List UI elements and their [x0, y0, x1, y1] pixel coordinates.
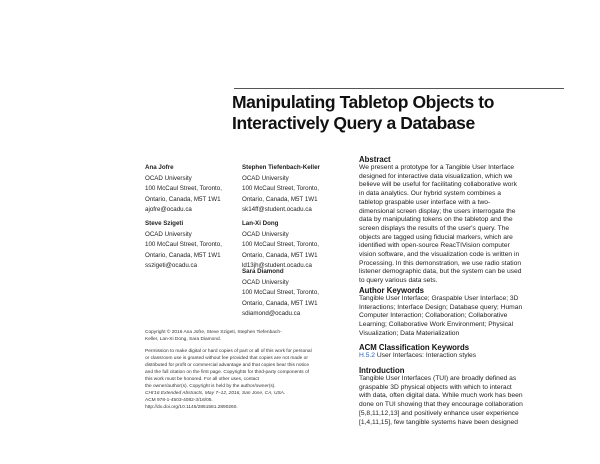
abstract-line: objects are tagged using fiducial markers, which are: [359, 233, 513, 241]
introduction-line: with data, often digital data. While much work has been: [359, 392, 523, 400]
author-affiliation: OCAD University: [242, 230, 289, 238]
copyright-line: Keller, Lan-Xi Dong, Sara Diamond.: [145, 337, 221, 342]
introduction-line: Tangible User Interfaces (TUI) are broadly defined as: [359, 375, 517, 382]
introduction-line: [5,8,11,12,13] and positively enhance user experience: [359, 409, 519, 417]
title-line-1: Manipulating Tabletop Objects to: [232, 92, 495, 112]
author-address: 100 McCaul Street, Toronto,: [145, 185, 222, 192]
permission-line: or classroom use is granted without fee provided that copies are not made or: [145, 356, 308, 361]
author-name: Stephen Tiefenbach-Keller: [242, 164, 320, 171]
permission-line: ACM 978-1-4503-4082-3/16/05.: [145, 398, 213, 403]
title-rule: [234, 88, 564, 89]
introduction-line: graspable 3D physical objects with which to interact: [359, 383, 512, 391]
author-affiliation: OCAD University: [242, 278, 289, 286]
permission-notice: [145, 348, 312, 411]
abstract-line: dimensional screen display; the users interrogate the: [359, 207, 516, 215]
author-email: ld13jh@student.ocadu.ca: [242, 262, 312, 269]
permission-line: the owner/author(s). Copyright is held by the author/owner(s).: [145, 384, 276, 389]
abstract-line: data by manipulating tokens on the tabletop and the: [359, 216, 513, 224]
introduction-line: [1,4,11,15], few tangible systems have been designed: [359, 418, 518, 426]
author-name: Sara Diamond: [242, 268, 284, 275]
abstract-line: vision software, and the visualization code is written in: [359, 251, 520, 259]
abstract-line: in data analytics. Our hybrid system combines a: [359, 190, 501, 198]
author-block-dong: [242, 219, 319, 272]
classification-text: User Interfaces: Interaction styles: [374, 352, 477, 359]
author-block-jofre: [145, 163, 222, 216]
abstract-line: screen displays the results of the user's query. The: [359, 224, 510, 232]
author-affiliation: OCAD University: [145, 230, 192, 238]
author-email: sszigeti@ocadu.ca: [145, 262, 198, 269]
keywords-line: Tangible User Interface; Graspable User Interface; 3D: [359, 295, 519, 302]
author-email: ajofre@ocadu.ca: [145, 206, 192, 213]
abstract-line: identified with open-source ReacTIVision computer: [359, 242, 510, 250]
permission-line: distributed for profit or commercial advantage and that copies bear this notice: [145, 363, 309, 368]
author-affiliation: OCAD University: [242, 174, 289, 182]
abstract-line: believe will be useful for facilitating collaborative work: [359, 181, 517, 189]
author-email: sdiamond@ocadu.ca: [242, 310, 301, 317]
permission-line: CHI'16 Extended Abstracts, May 7–12, 2016, San Jose, CA, USA.: [145, 391, 286, 396]
keywords-heading: Author Keywords: [359, 286, 424, 295]
author-name: Steve Szigeti: [145, 220, 184, 227]
classification-body: [359, 352, 476, 361]
author-address: 100 McCaul Street, Toronto,: [145, 241, 222, 248]
author-name: Ana Jofre: [145, 164, 174, 171]
introduction-body: [359, 375, 523, 427]
abstract-line: tabletop graspable user interface with a two-: [359, 198, 491, 206]
author-city: Ontario, Canada, M5T 1W1: [242, 299, 318, 307]
author-affiliation: OCAD University: [145, 174, 192, 182]
author-city: Ontario, Canada, M5T 1W1: [145, 195, 221, 203]
title-line-2: Interactively Query a Database: [232, 113, 475, 133]
copyright-line: Copyright © 2016 Ana Jofre, Steve Szigeti, Stephen Tiefenbach-: [145, 330, 282, 335]
abstract-heading: Abstract: [359, 155, 391, 164]
author-name: Lan-Xi Dong: [242, 220, 279, 227]
doi-link[interactable]: http://dx.doi.org/10.1145/2851581.2890260.: [145, 405, 238, 410]
introduction-line: done on TUI showing that they encourage collaboration: [359, 401, 523, 409]
author-block-szigeti: [145, 219, 222, 272]
author-city: Ontario, Canada, M5T 1W1: [242, 251, 318, 259]
keywords-line: Visualization; Data Materialization: [359, 329, 460, 337]
keywords-line: Interactions; Interface Design; Database query; Human: [359, 303, 523, 311]
abstract-line: We present a prototype for a Tangible User Interface: [359, 164, 515, 171]
keywords-body: [359, 295, 522, 339]
author-block-diamond: [242, 267, 319, 320]
abstract-line: listener demographic data, but the system can be used: [359, 268, 522, 276]
permission-line: this work must be honored. For all other uses, contact: [145, 377, 260, 382]
abstract-body: [359, 164, 521, 286]
paper-title: [232, 92, 572, 134]
author-address: 100 McCaul Street, Toronto,: [242, 241, 319, 248]
keywords-line: Learning; Collaborative Work Environment; Physical: [359, 321, 514, 329]
author-city: Ontario, Canada, M5T 1W1: [242, 195, 318, 203]
classification-heading: ACM Classification Keywords: [359, 343, 470, 352]
abstract-line: designed for interactive data visualization, which we: [359, 172, 513, 180]
abstract-line: Processing. In this demonstration, we use radio station: [359, 259, 522, 267]
author-block-tiefenbach-keller: [242, 163, 320, 216]
author-address: 100 McCaul Street, Toronto,: [242, 185, 319, 192]
keywords-line: Computer Interaction; Collaboration; Collaborative: [359, 312, 508, 320]
classification-code-link[interactable]: H.5.2: [359, 352, 375, 359]
abstract-line: to query various data sets.: [359, 277, 438, 285]
author-email: sk14ff@student.ocadu.ca: [242, 206, 312, 213]
author-city: Ontario, Canada, M5T 1W1: [145, 251, 221, 259]
permission-line: and the full citation on the first page. Copyrights for third-party components of: [145, 370, 309, 375]
permission-line: Permission to make digital or hard copies of part or all of this work for personal: [145, 349, 312, 354]
introduction-heading: Introduction: [359, 366, 405, 375]
copyright-notice: [145, 329, 282, 343]
author-address: 100 McCaul Street, Toronto,: [242, 289, 319, 296]
